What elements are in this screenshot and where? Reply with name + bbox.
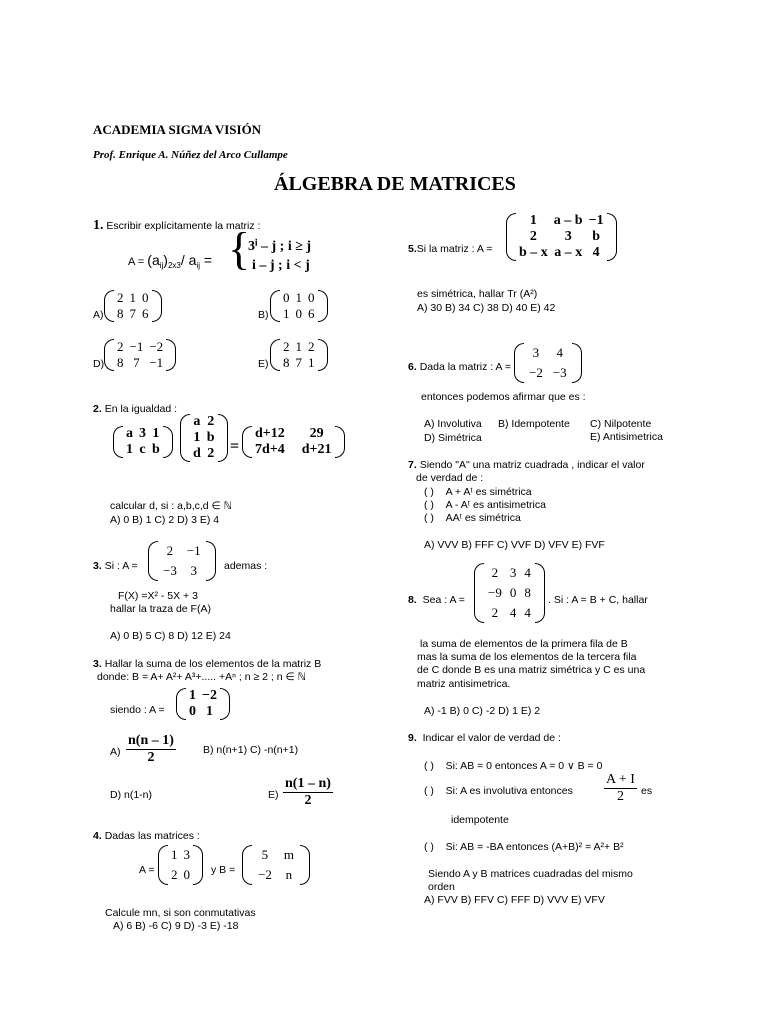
problem-1-option-b-matrix: 0 1 0 1 0 6 — [270, 290, 328, 322]
academy-name: ACADEMIA SIGMA VISIÓN — [93, 122, 262, 137]
problem-3b-statement: 3. Hallar la suma de los elementos de la matriz B — [93, 658, 322, 670]
problem-9-statement-1: ( ) Si: AB = 0 entonces A = 0 ∨ B = 0 — [424, 760, 603, 772]
problem-8-condition: . Si : A = B + C, hallar — [548, 594, 648, 606]
problem-1-case-1: 3ⁱ – j ; i ≥ j — [248, 239, 312, 254]
problem-2-matrix-left: a 3 1 1 c b — [113, 426, 173, 458]
problem-2-condition: calcular d, si : a,b,c,d ∈ ℕ — [110, 500, 233, 512]
problem-7-statement-cont: de verdad de : — [416, 472, 484, 484]
problem-4-matrix-a: 1 3 2 0 — [158, 845, 203, 885]
problem-7-statement-2: ( ) A - Aᵗ es antisimetrica — [424, 499, 546, 511]
problem-2-matrix-middle: a 2 1 b d 2 — [180, 414, 228, 462]
problem-7-answers: A) VVV B) FFF C) VVF D) VFV E) FVF — [424, 539, 605, 551]
problem-9-statement-3: ( ) Si: AB = -BA entonces (A+B)² = A²+ B² — [424, 841, 624, 853]
problem-4-matrix-b: 5 m −2 n — [242, 845, 310, 885]
problem-1-option-e-label: E) — [258, 358, 269, 370]
problem-4-instruction: Calcule mn, si son conmutativas — [105, 907, 256, 919]
page-title: ÁLGEBRA DE MATRICES — [274, 173, 516, 195]
problem-5-matrix: 1 a – b −1 2 3 b b – x a – x 4 — [506, 213, 617, 261]
problem-8-line-1: la suma de elementos de la primera fila de B — [420, 638, 628, 650]
problem-9-note-2: orden — [428, 881, 455, 893]
problem-8-answers: A) -1 B) 0 C) -2 D) 1 E) 2 — [424, 705, 541, 717]
problem-7-statement-3: ( ) AAᵗ es simétrica — [424, 512, 521, 524]
problem-2-statement: 2. En la igualdad : — [93, 403, 178, 415]
problem-3b-options-bc: B) n(n+1) C) -n(n+1) — [203, 744, 299, 756]
problem-1-statement: 1. Escribir explícitamente la matriz : — [93, 218, 261, 233]
problem-2-matrix-right: d+12 29 7d+4 d+21 — [242, 426, 345, 458]
problem-9-statement: 9. Indicar el valor de verdad de : — [408, 732, 561, 744]
problem-3-function: F(X) =X² - 5X + 3 — [118, 590, 198, 602]
problem-6-lead: 6. Dada la matriz : A = — [408, 361, 512, 373]
problem-3-lead: 3. Si : A = — [93, 560, 138, 572]
problem-6-option-e: E) Antisimetrica — [590, 431, 663, 443]
problem-3-matrix: 2 −1 −3 3 — [148, 541, 216, 581]
problem-3b-option-a-fraction: $\frac{n(n - 1)}{2}$ — [128, 733, 174, 765]
problem-2-answers: A) 0 B) 1 C) 2 D) 3 E) 4 — [110, 514, 220, 526]
problem-8-line-3: de C donde B es una matriz simétrica y C es una — [417, 664, 646, 676]
problem-6-option-a: A) Involutiva — [424, 418, 482, 430]
problem-5-instruction: es simétrica, hallar Tr (A²) — [417, 288, 538, 300]
problem-3b-option-e-label: E) — [268, 789, 279, 801]
problem-8-lead: 8. Sea : A = — [408, 594, 465, 606]
professor-name: Prof. Enrique A. Núñez del Arco Cullampe — [93, 149, 288, 161]
problem-1-option-b-label: B) — [258, 309, 269, 321]
problem-9-answers: A) FVV B) FFV C) FFF D) VVV E) VFV — [424, 894, 605, 906]
problem-5-lead: 5.Si la matriz : A = — [408, 243, 493, 255]
problem-9-note-1: Siendo A y B matrices cuadradas del mismo — [428, 868, 633, 880]
problem-9-fraction: $\frac{A + I}{2}$ — [606, 772, 635, 804]
problem-6-instruction: entonces podemos afirmar que es : — [421, 391, 586, 403]
problem-4-answers: A) 6 B) -6 C) 9 D) -3 E) -18 — [113, 920, 239, 932]
problem-3-answers: A) 0 B) 5 C) 8 D) 12 E) 24 — [110, 630, 231, 642]
problem-9-statement-2: ( ) Si: A es involutiva entonces — [424, 785, 573, 797]
problem-4-b-label: y B = — [211, 864, 236, 876]
problem-9-es: es — [641, 785, 653, 797]
problem-3b-option-a-label: A) — [110, 746, 121, 758]
problem-3b-option-e-fraction: $\frac{n(1 - n)}{2}$ — [285, 776, 331, 808]
problem-4-a-label: A = — [139, 864, 155, 876]
problem-1-option-d-label: D) — [93, 358, 105, 370]
problem-6-matrix: 3 4 −2 −3 — [514, 343, 582, 383]
problem-1-option-a-label: A) — [93, 309, 104, 321]
problem-8-line-2: mas la suma de los elementos de la tercera fila — [417, 651, 637, 663]
problem-9-idempotente: idempotente — [451, 814, 509, 826]
problem-6-option-d: D) Simétrica — [424, 432, 482, 444]
problem-3-ademas: ademas : — [224, 560, 268, 572]
problem-1-option-a-matrix: 2 1 0 8 7 6 — [104, 290, 162, 322]
problem-3b-option-d: D) n(1-n) — [110, 789, 153, 801]
problem-1-brace: { — [228, 223, 251, 274]
problem-6-option-b: B) Idempotente — [498, 418, 570, 430]
problem-2-equals: = — [230, 438, 240, 455]
problem-3b-matrix: 1 −2 0 1 — [176, 688, 230, 720]
problem-6-option-c: C) Nilpotente — [590, 418, 652, 430]
problem-1-option-d-matrix: 2 −1 −2 8 7 −1 — [104, 339, 176, 371]
problem-8-matrix: 2 3 4 −9 0 8 2 4 4 — [474, 563, 545, 623]
problem-4-statement: 4. Dadas las matrices : — [93, 830, 200, 842]
problem-3b-siendo: siendo : A = — [110, 704, 165, 716]
problem-1-option-e-matrix: 2 1 2 8 7 1 — [270, 339, 328, 371]
problem-7-statement: 7. Siendo "A" una matriz cuadrada , indicar el valor — [408, 459, 645, 471]
problem-1-case-2: i – j ; i < j — [252, 258, 310, 273]
problem-7-statement-1: ( ) A + Aᵗ es simétrica — [424, 486, 532, 498]
problem-1-definition: $A = (a_{ij})_{2x3}/$ $a_{ij}$ = — [128, 252, 213, 271]
problem-8-line-4: matriz antisimetrica. — [417, 678, 511, 690]
problem-3b-definition: donde: B = A+ A²+ A³+..... +Aⁿ ; n ≥ 2 ; n ∈ ℕ — [97, 671, 306, 683]
problem-3-instruction: hallar la traza de F(A) — [110, 603, 211, 615]
problem-5-answers: A) 30 B) 34 C) 38 D) 40 E) 42 — [417, 302, 556, 314]
